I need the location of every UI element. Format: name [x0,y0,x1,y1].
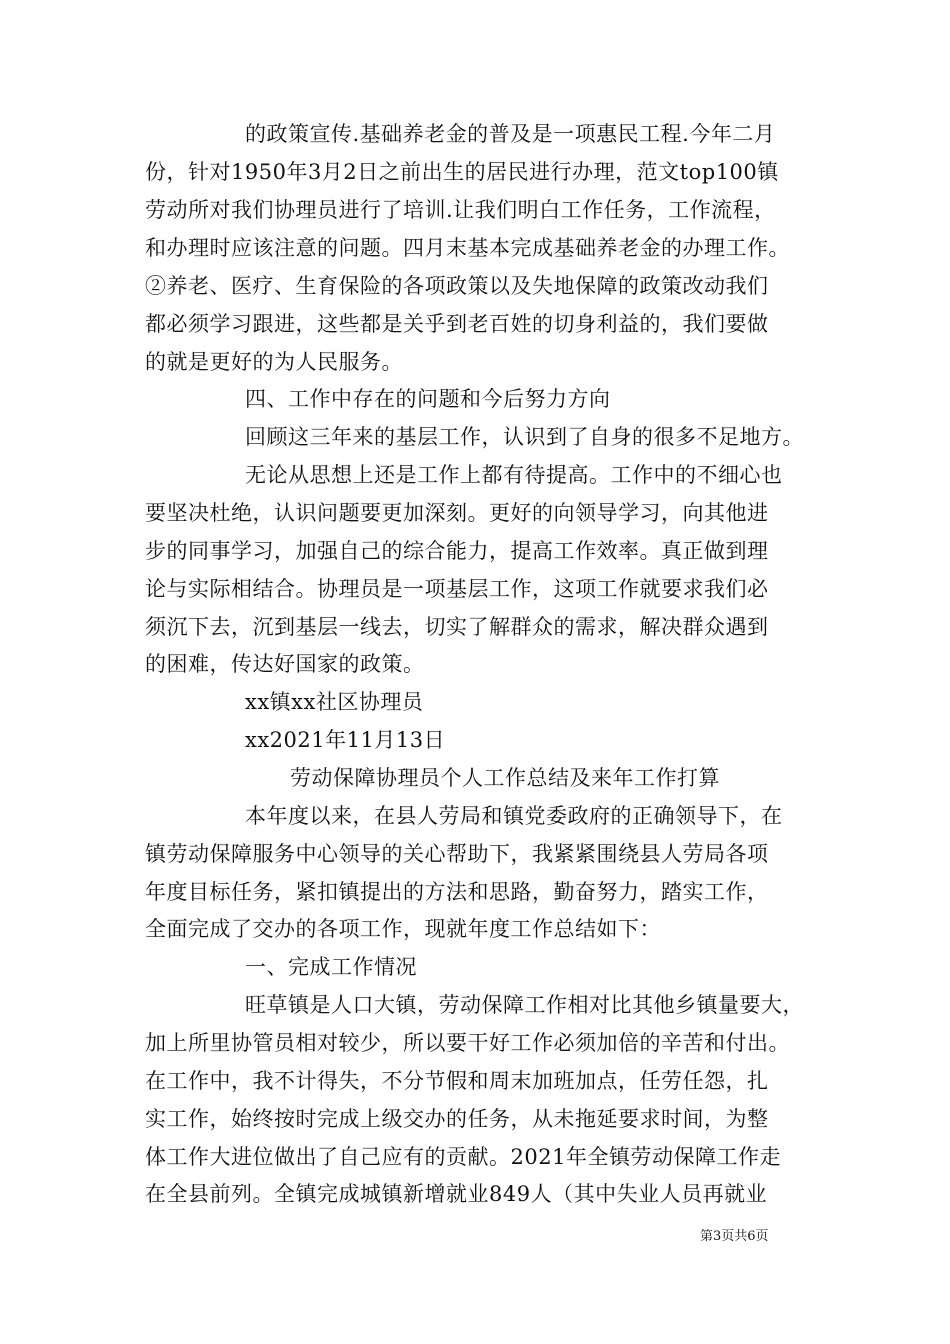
signature-line: xx镇xx社区协理员 [245,690,424,714]
text-line: 在全县前列。全镇完成城镇新增就业849人（其中失业人员再就业 [145,1182,768,1206]
text-line: 本年度以来，在县人劳局和镇党委政府的正确领导下，在 [245,804,783,828]
date-line: xx2021年11月13日 [245,728,446,752]
text-line: 回顾这三年来的基层工作，认识到了自身的很多不足地方。 [245,425,804,449]
page-number: 第3页共6页 [700,1229,769,1244]
text-line: 年度目标任务，紧扣镇提出的方法和思路，勤奋努力，踏实工作， [145,880,769,904]
text-line: 和办理时应该注意的问题。四月末基本完成基础养老金的办理工作。 [145,236,790,260]
text-line: 份，针对1950年3月2日之前出生的居民进行办理，范文top100镇 [145,160,779,184]
text-line: 步的同事学习，加强自己的综合能力，提高工作效率。真正做到理 [145,539,769,563]
text-line: 的政策宣传.基础养老金的普及是一项惠民工程.今年二月 [245,122,776,146]
text-line: 镇劳动保障服务中心领导的关心帮助下，我紧紧围绕县人劳局各项 [145,842,769,866]
text-line: 劳动所对我们协理员进行了培训.让我们明白工作任务，工作流程， [145,198,776,222]
text-line: 旺草镇是人口大镇，劳动保障工作相对比其他乡镇量要大， [245,993,804,1017]
text-line: 体工作大进位做出了自己应有的贡献。2021年全镇劳动保障工作走 [145,1145,781,1169]
text-line: 全面完成了交办的各项工作，现就年度工作总结如下： [145,917,661,941]
text-line: 的就是更好的为人民服务。 [145,350,403,374]
section-heading: 四、工作中存在的问题和今后努力方向 [245,387,611,411]
text-line: 实工作，始终按时完成上级交办的任务，从未拖延要求时间，为整 [145,1107,769,1131]
text-line: 论与实际相结合。协理员是一项基层工作，这项工作就要求我们必 [145,577,769,601]
document-title: 劳动保障协理员个人工作总结及来年工作打算 [290,766,720,790]
text-line: 都必须学习跟进，这些都是关乎到老百姓的切身利益的，我们要做 [145,312,769,336]
text-line: 要坚决杜绝，认识问题要更加深刻。更好的向领导学习，向其他进 [145,501,769,525]
text-line: 在工作中，我不计得失，不分节假和周末加班加点，任劳任怨，扎 [145,1069,769,1093]
section-heading: 一、完成工作情况 [245,955,417,979]
text-line: ②养老、医疗、生育保险的各项政策以及失地保障的政策改动我们 [145,274,769,298]
text-line: 须沉下去，沉到基层一线去，切实了解群众的需求，解决群众遇到 [145,615,769,639]
text-line: 加上所里协管员相对较少，所以要干好工作必须加倍的辛苦和付出。 [145,1031,790,1055]
text-line: 的困难，传达好国家的政策。 [145,652,425,676]
text-line: 无论从思想上还是工作上都有待提高。工作中的不细心也 [245,463,783,487]
